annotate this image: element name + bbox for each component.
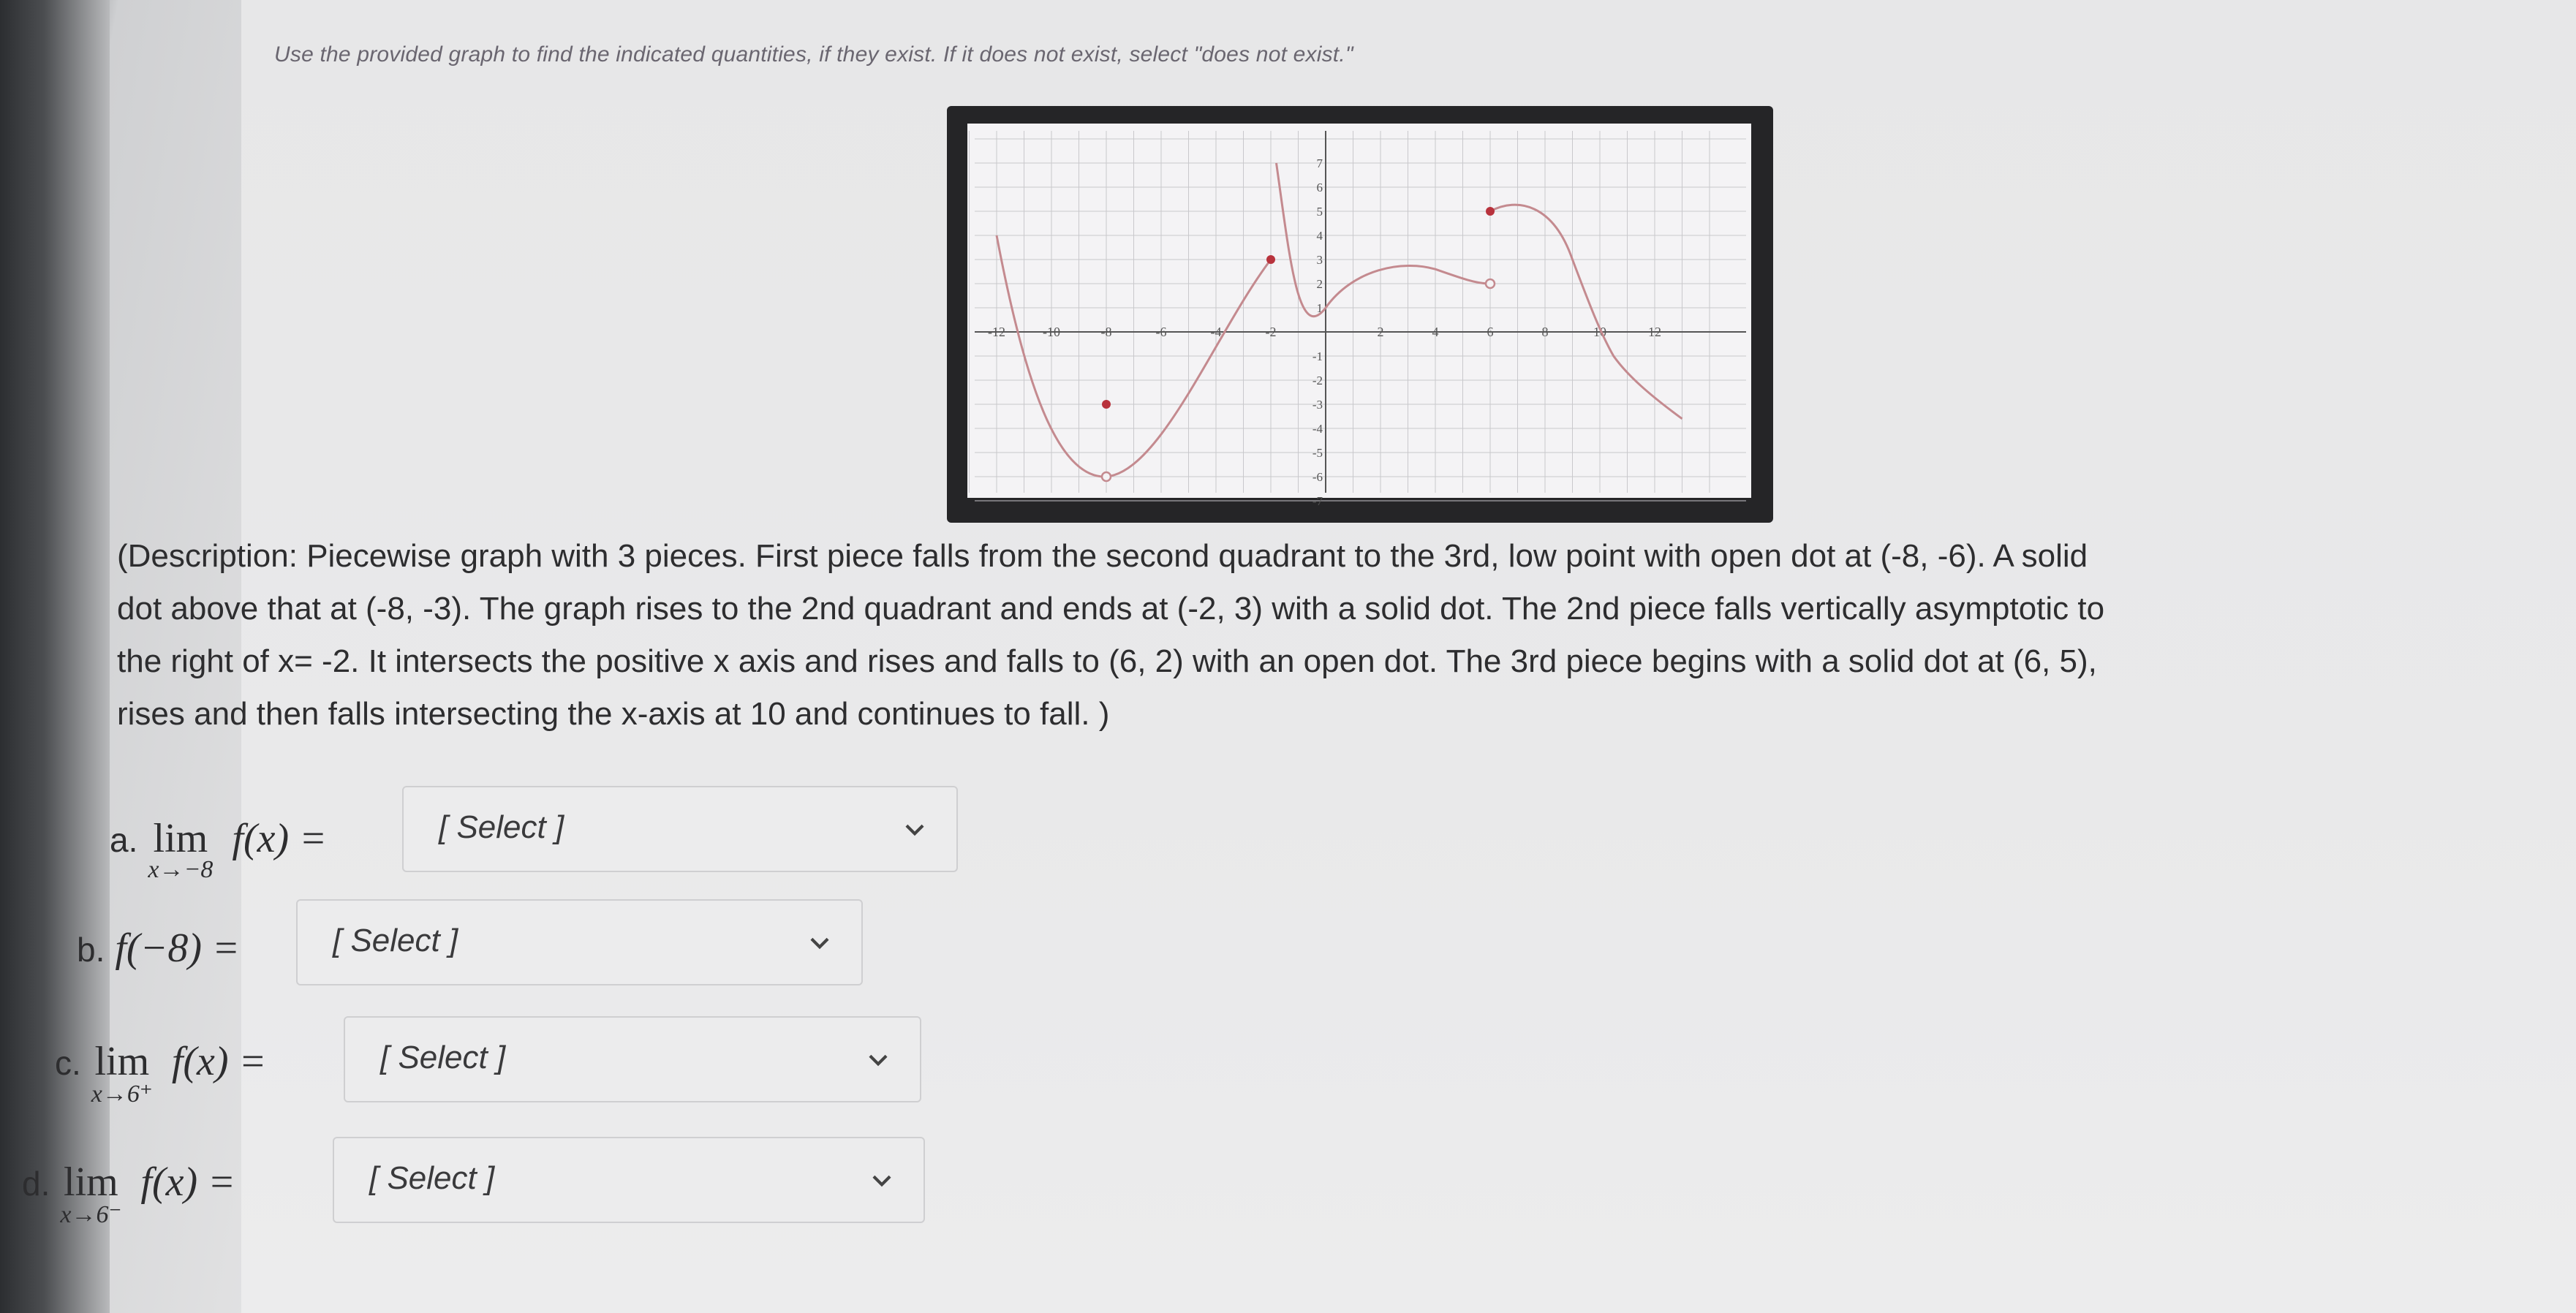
curve-piece-2 bbox=[1277, 163, 1491, 317]
solid-dot bbox=[1102, 400, 1111, 409]
x-tick-label: 12 bbox=[1648, 325, 1661, 339]
x-tick-label: -10 bbox=[1043, 325, 1060, 339]
description-line: the right of x= -2. It intersects the positive x axis and rises and falls to (6, 2) with an open dot. The 3rd piece begins with a solid dot at (6, 5), bbox=[117, 643, 2097, 679]
chevron-down-icon bbox=[806, 928, 834, 956]
lim-word: lim bbox=[94, 1039, 150, 1084]
y-tick-label: -1 bbox=[1312, 349, 1323, 363]
y-tick-label: 5 bbox=[1316, 205, 1323, 219]
question-letter: c. bbox=[55, 1044, 81, 1082]
question-letter: a. bbox=[110, 821, 138, 859]
x-tick-label: -4 bbox=[1210, 325, 1222, 339]
function-expression: f(−8) = bbox=[115, 926, 240, 971]
select-value: [ Select ] bbox=[369, 1160, 495, 1196]
limit-operator bbox=[60, 1159, 121, 1229]
open-dot bbox=[1486, 279, 1495, 288]
lim-subscript: x→6⁻ bbox=[60, 1201, 122, 1228]
limit-operator bbox=[148, 815, 213, 884]
question-letter: d. bbox=[22, 1165, 50, 1203]
function-expression: f(x) = bbox=[232, 816, 327, 861]
lim-word: lim bbox=[64, 1159, 118, 1205]
y-tick-label: -4 bbox=[1312, 422, 1323, 436]
answer-select-c[interactable] bbox=[344, 1016, 921, 1102]
question-letter: b. bbox=[77, 931, 105, 969]
graph-description bbox=[117, 530, 2545, 741]
y-tick-label: -5 bbox=[1312, 446, 1323, 460]
y-tick-label: 3 bbox=[1316, 253, 1323, 267]
y-tick-label: -6 bbox=[1312, 470, 1323, 484]
solid-dot bbox=[1266, 255, 1275, 264]
select-value: [ Select ] bbox=[333, 923, 458, 958]
answer-select-d[interactable] bbox=[333, 1137, 925, 1223]
function-expression: f(x) = bbox=[140, 1159, 235, 1205]
chevron-down-icon bbox=[864, 1045, 892, 1073]
x-tick-label: 4 bbox=[1432, 325, 1439, 339]
chevron-down-icon bbox=[901, 815, 929, 843]
x-tick-label: -12 bbox=[988, 325, 1005, 339]
description-line: (Description: Piecewise graph with 3 pieces. First piece falls from the second quadrant to the 3rd, low point with open dot at (-8, -6). A solid bbox=[117, 538, 2088, 574]
select-value: [ Select ] bbox=[439, 809, 564, 845]
lim-subscript: x→−8 bbox=[148, 856, 214, 883]
y-tick-label: -2 bbox=[1312, 374, 1323, 387]
x-tick-label: 2 bbox=[1377, 325, 1384, 339]
y-tick-label: 7 bbox=[1316, 156, 1323, 170]
solid-dot bbox=[1486, 207, 1495, 216]
graph-frame bbox=[947, 106, 1773, 523]
description-line: dot above that at (-8, -3). The graph rises to the 2nd quadrant and ends at (-2, 3) with a solid dot. The 2nd piece falls vertically asymptotic to bbox=[117, 591, 2105, 627]
piecewise-graph bbox=[967, 124, 1751, 508]
x-tick-label: -2 bbox=[1265, 325, 1277, 339]
instructions-text: Use the provided graph to find the indicated quantities, if they exist. If it does not exist, select "does not exist." bbox=[274, 42, 1353, 67]
x-tick-label: -8 bbox=[1100, 325, 1112, 339]
select-value: [ Select ] bbox=[380, 1040, 506, 1075]
limit-operator bbox=[91, 1038, 153, 1108]
curve-piece-3 bbox=[1490, 205, 1682, 419]
y-tick-label: 1 bbox=[1316, 301, 1323, 315]
description-line: rises and then falls intersecting the x-axis at 10 and continues to fall. ) bbox=[117, 696, 1110, 732]
question-c bbox=[55, 1038, 266, 1108]
x-tick-label: -6 bbox=[1155, 325, 1167, 339]
x-tick-label: 6 bbox=[1487, 325, 1494, 339]
function-expression: f(x) = bbox=[171, 1039, 267, 1084]
answer-select-b[interactable] bbox=[296, 899, 863, 985]
window-edge bbox=[0, 0, 110, 1313]
lim-word: lim bbox=[153, 816, 208, 861]
y-tick-label: 4 bbox=[1316, 229, 1323, 243]
x-tick-label: 10 bbox=[1593, 325, 1606, 339]
question-a bbox=[110, 815, 327, 884]
question-b bbox=[77, 925, 240, 972]
y-tick-label: -7 bbox=[1312, 494, 1323, 508]
open-dot bbox=[1102, 472, 1111, 481]
x-tick-label: 8 bbox=[1541, 325, 1549, 339]
chevron-down-icon bbox=[868, 1166, 896, 1194]
y-tick-label: -3 bbox=[1312, 398, 1323, 412]
answer-select-a[interactable] bbox=[402, 786, 958, 872]
question-d bbox=[22, 1159, 235, 1229]
lim-subscript: x→6⁺ bbox=[91, 1081, 153, 1108]
y-tick-label: 6 bbox=[1316, 181, 1323, 194]
y-tick-label: 2 bbox=[1316, 277, 1323, 291]
graph-image bbox=[967, 124, 1751, 508]
